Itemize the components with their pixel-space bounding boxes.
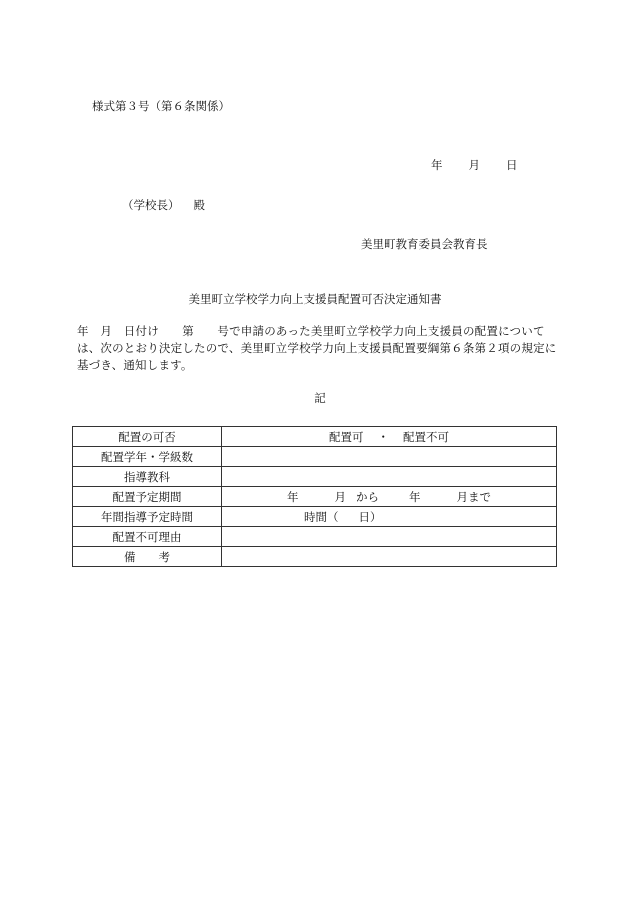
row-label-rejection-reason: 配置不可理由 [73,527,222,547]
body-text: 年 月 日付け 第 号で申請のあった美里町立学校学力向上支援員の配置については、次のとおり決定したので、美里町立学校学力向上支援員配置要綱第６条第２項の規定に基づき、通知します。 [77,324,557,372]
remarks-field[interactable] [222,547,557,567]
period-year-from: 年 [287,489,299,504]
form-number: 様式第３号（第６条関係） [92,99,230,113]
row-label-placement-status: 配置の可否 [73,427,222,447]
table-row [73,467,557,487]
date-month-label: 月 [468,158,480,172]
option-placement-ok: 配置可 [329,429,364,444]
period-from: から [356,489,379,504]
date-day-label: 日 [506,158,518,172]
rejection-reason-field[interactable] [222,527,557,547]
row-label-subject: 指導教科 [73,467,222,487]
row-label-grade-classes: 配置学年・学級数 [73,447,222,467]
document-title: 美里町立学校学力向上支援員配置可否決定通知書 [188,292,442,306]
annual-hours-field[interactable] [222,507,557,527]
grade-classes-field[interactable] [222,447,557,467]
period-field[interactable] [222,487,557,507]
table-row [73,427,557,447]
ki-heading: 記 [314,391,326,405]
table-row [73,447,557,467]
option-placement-ng: 配置不可 [403,429,449,444]
addressee-honorific: 殿 [193,198,205,212]
table-row [73,507,557,527]
date-year-label: 年 [431,158,443,172]
period-month-to: 月まで [456,489,491,504]
annual-hours: 時間（ [304,509,339,524]
date-line [431,157,518,173]
subject-field[interactable] [222,467,557,487]
row-label-remarks: 備 考 [73,547,222,567]
issuer: 美里町教育委員会教育長 [361,237,488,251]
row-label-annual-hours: 年間指導予定時間 [73,507,222,527]
option-separator: ・ [377,429,389,444]
placement-status-options [222,427,557,447]
period-month-from: 月 [334,489,346,504]
addressee-principal: （学校長） [122,198,180,212]
row-label-period: 配置予定期間 [73,487,222,507]
table-row [73,487,557,507]
period-year-to: 年 [409,489,421,504]
addressee [122,197,205,213]
table-row [73,547,557,567]
annual-days: 日） [358,509,382,524]
detail-table [72,426,557,567]
table-row [73,527,557,547]
